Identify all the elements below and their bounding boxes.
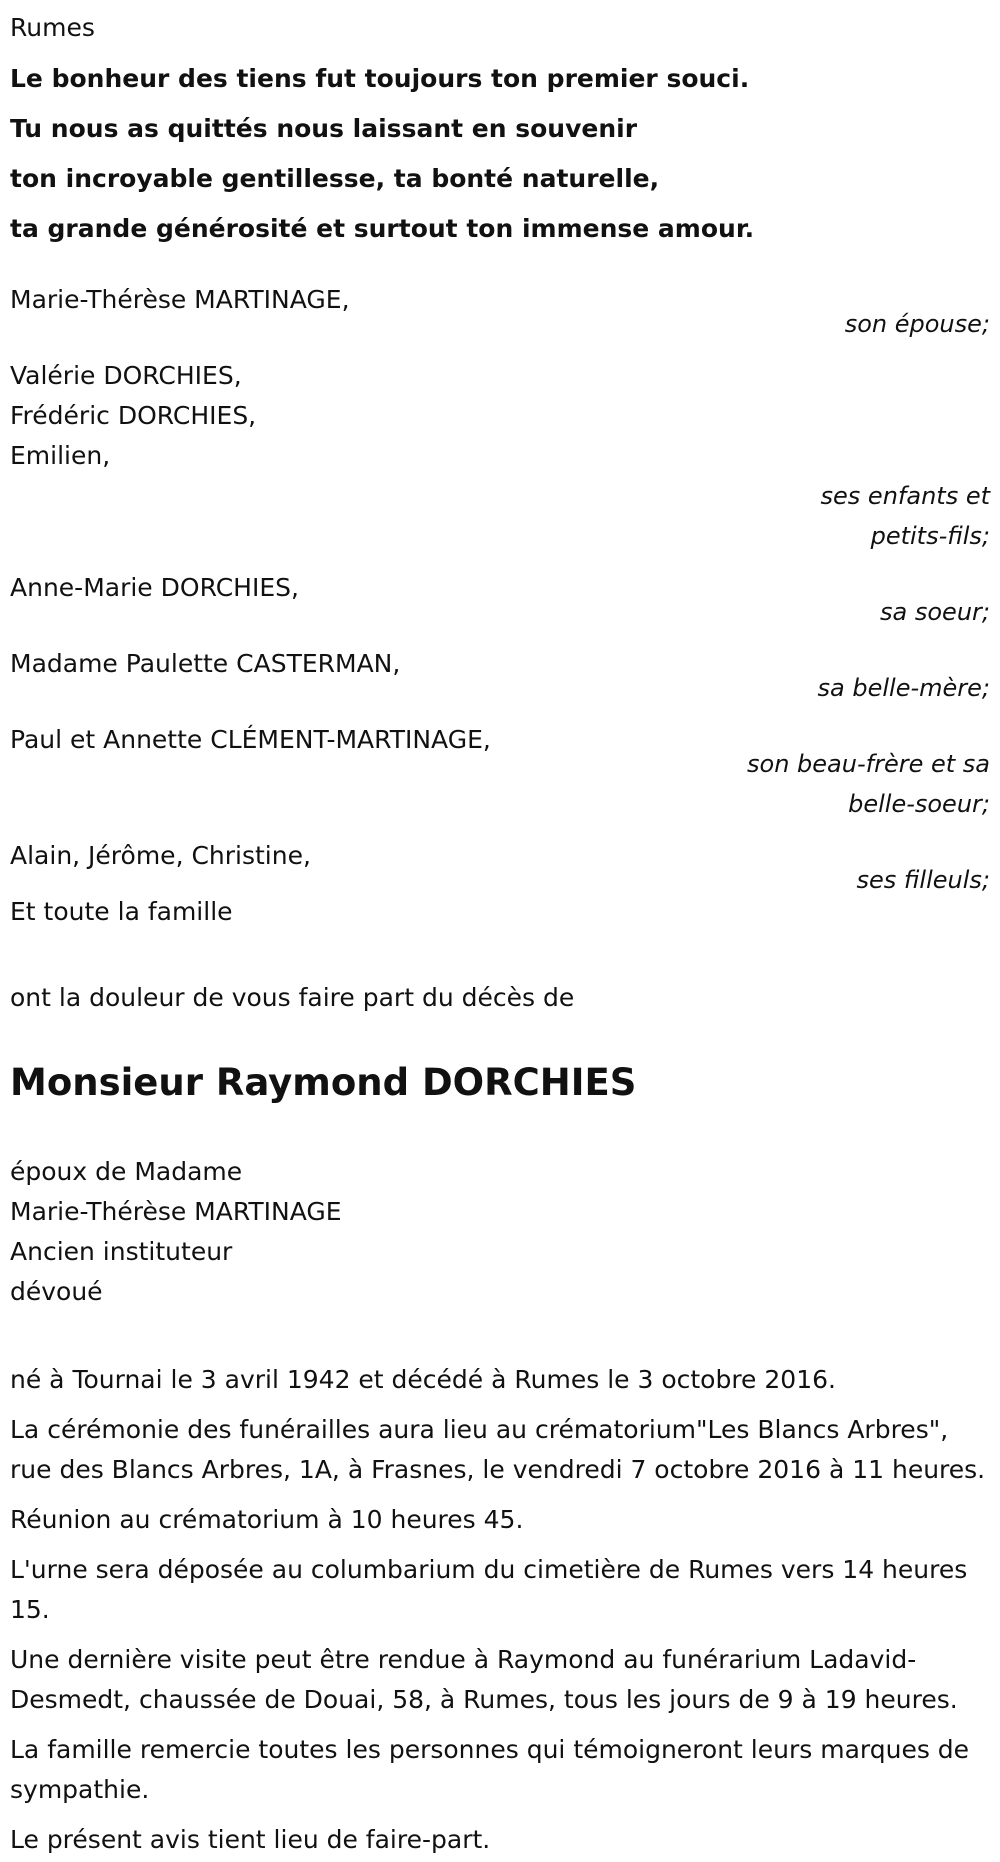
relation-text: ses filleuls; — [856, 866, 990, 894]
family-member-name: Emilien, — [10, 441, 111, 470]
detail-paragraph: La cérémonie des funérailles aura lieu au crématorium"Les Blancs Arbres", rue des Blancs Arbres, 1A, à Frasnes, le vendredi 7 octobre 2016 à 11 heures. — [10, 1415, 986, 1484]
relation-text: petits-fils; — [870, 522, 990, 550]
detail-paragraph: Réunion au crématorium à 10 heures 45. — [10, 1505, 524, 1534]
relation-text: ses enfants et — [820, 482, 990, 510]
detail-paragraph: La famille remercie toutes les personnes qui témoigneront leurs marques de sympathie. — [10, 1735, 970, 1804]
family-group-spouse — [10, 280, 990, 344]
family-member-name: Anne-Marie DORCHIES, — [10, 573, 299, 602]
detail-paragraph: L'urne sera déposée au columbarium du cimetière de Rumes vers 14 heures 15. — [10, 1555, 968, 1624]
family-closing: Et toute la famille — [10, 897, 233, 926]
relation-text: belle-soeur; — [848, 790, 990, 818]
poem-line: Tu nous as quittés nous laissant en souvenir — [10, 114, 638, 143]
detail-paragraph: Une dernière visite peut être rendue à Raymond au funérarium Ladavid-Desmedt, chaussée de Douai, 58, à Rumes, tous les jours de 9 à 19 heures. — [10, 1645, 958, 1714]
bio-line: époux de Madame — [10, 1157, 243, 1186]
detail-paragraph: Le présent avis tient lieu de faire-part. — [10, 1825, 491, 1854]
bio-line: Ancien instituteur — [10, 1237, 233, 1266]
deceased-bio — [10, 1152, 990, 1312]
family-member-name: Alain, Jérôme, Christine, — [10, 841, 311, 870]
relation-text: sa belle-mère; — [817, 674, 990, 702]
family-list — [10, 280, 990, 932]
family-relation — [10, 476, 990, 556]
location-heading: Rumes — [10, 13, 95, 42]
poem-line: ta grande générosité et surtout ton immense amour. — [10, 214, 755, 243]
deceased-name: Monsieur Raymond DORCHIES — [10, 1061, 637, 1104]
family-member-name: Valérie DORCHIES, — [10, 361, 242, 390]
family-member-name: Frédéric DORCHIES, — [10, 401, 257, 430]
detail-paragraph: né à Tournai le 3 avril 1942 et décédé à Rumes le 3 octobre 2016. — [10, 1365, 836, 1394]
relation-text: son beau-frère et sa — [747, 750, 990, 778]
announcement-text: ont la douleur de vous faire part du décès de — [10, 983, 575, 1012]
poem — [10, 54, 990, 254]
family-group-sister — [10, 568, 990, 632]
family-group-mother-in-law — [10, 644, 990, 708]
family-group-in-laws — [10, 720, 990, 824]
poem-line: ton incroyable gentillesse, ta bonté naturelle, — [10, 164, 660, 193]
family-member-name: Paul et Annette CLÉMENT-MARTINAGE, — [10, 725, 491, 754]
family-group-children — [10, 356, 990, 556]
bio-line: Marie-Thérèse MARTINAGE — [10, 1197, 342, 1226]
bio-line: dévoué — [10, 1277, 103, 1306]
relation-text: sa soeur; — [880, 598, 990, 626]
family-group-godchildren — [10, 836, 990, 900]
poem-line: Le bonheur des tiens fut toujours ton premier souci. — [10, 64, 750, 93]
ceremony-details — [10, 1360, 990, 1860]
relation-text: son épouse; — [844, 310, 990, 338]
family-member-name: Marie-Thérèse MARTINAGE, — [10, 285, 350, 314]
family-member-name: Madame Paulette CASTERMAN, — [10, 649, 401, 678]
